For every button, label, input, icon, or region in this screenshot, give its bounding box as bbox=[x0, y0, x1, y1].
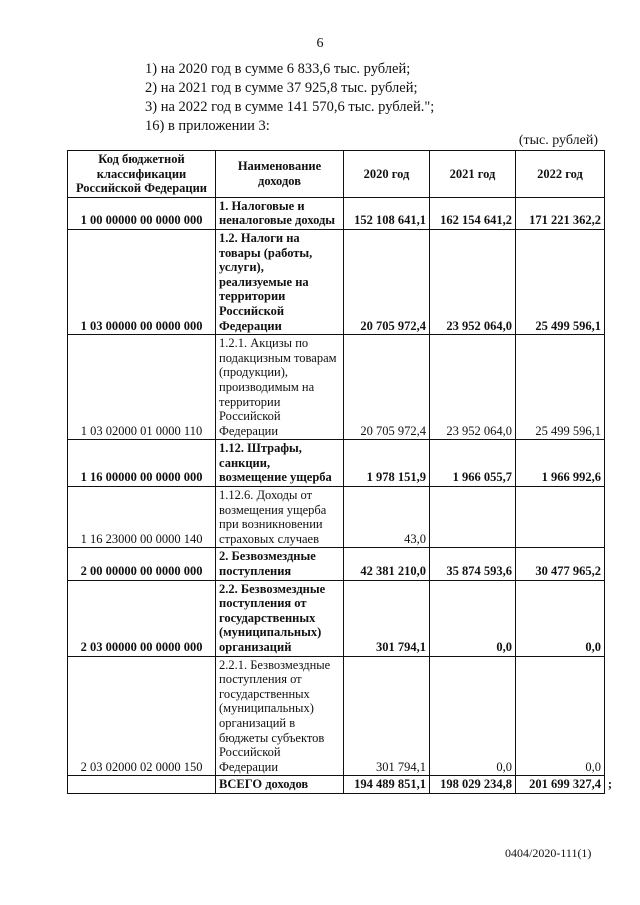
table-row bbox=[68, 656, 605, 776]
cell-y2021 bbox=[430, 487, 516, 548]
header-2021: 2021 год bbox=[430, 151, 516, 198]
cell-name: 2.2. Безвозмездные поступления от государственных (муниципальных) организаций bbox=[216, 580, 344, 656]
table-row bbox=[68, 548, 605, 580]
cell-y2021: 1 966 055,7 bbox=[430, 440, 516, 487]
header-2020: 2020 год bbox=[344, 151, 430, 198]
cell-code: 1 03 02000 01 0000 110 bbox=[68, 335, 216, 440]
cell-y2020: 42 381 210,0 bbox=[344, 548, 430, 580]
cell-y2021: 0,0 bbox=[430, 580, 516, 656]
cell-y2022 bbox=[516, 487, 605, 548]
table-row bbox=[68, 440, 605, 487]
table-row bbox=[68, 487, 605, 548]
header-code: Код бюджетной классификации Российской Федерации bbox=[68, 151, 216, 198]
cell-name: 2. Безвозмездные поступления bbox=[216, 548, 344, 580]
cell-y2020: 301 794,1 bbox=[344, 580, 430, 656]
cell-name: 1.12.6. Доходы от возмещения ущерба при возникновении страховых случаев bbox=[216, 487, 344, 548]
cell-name: 1.2.1. Акцизы по подакцизным товарам (продукции), производимым на территории Российской Федерации bbox=[216, 335, 344, 440]
cell-y2022: 0,0 bbox=[516, 580, 605, 656]
page-number: 6 bbox=[316, 36, 324, 51]
table-header-row bbox=[68, 151, 605, 198]
cell-y2022: 30 477 965,2 bbox=[516, 548, 605, 580]
total-suffix: ; bbox=[607, 777, 612, 792]
revenue-table bbox=[67, 150, 612, 794]
cell-code: 1 16 00000 00 0000 000 bbox=[68, 440, 216, 487]
cell-y2020: 1 978 151,9 bbox=[344, 440, 430, 487]
total-2020: 194 489 851,1 bbox=[344, 776, 430, 794]
cell-name: 1.2. Налоги на товары (работы, услуги), реализуемые на территории Российской Федерации bbox=[216, 229, 344, 334]
cell-name: 1. Налоговые и неналоговые доходы bbox=[216, 197, 344, 229]
intro-line: 1) на 2020 год в сумме 6 833,6 тыс. рублей; bbox=[145, 61, 411, 77]
cell-code: 1 03 00000 00 0000 000 bbox=[68, 229, 216, 334]
cell-y2020: 152 108 641,1 bbox=[344, 197, 430, 229]
table-body bbox=[68, 197, 605, 776]
cell-y2022: 171 221 362,2 bbox=[516, 197, 605, 229]
cell-y2020: 20 705 972,4 bbox=[344, 229, 430, 334]
cell-y2022: 1 966 992,6 bbox=[516, 440, 605, 487]
cell-y2022: 25 499 596,1 bbox=[516, 229, 605, 334]
cell-y2021: 23 952 064,0 bbox=[430, 229, 516, 334]
cell-code: 2 03 00000 00 0000 000 bbox=[68, 580, 216, 656]
cell-y2020: 301 794,1 bbox=[344, 656, 430, 776]
cell-code: 2 03 02000 02 0000 150 bbox=[68, 656, 216, 776]
table-row bbox=[68, 229, 605, 334]
cell-name: 2.2.1. Безвозмездные поступления от государственных (муниципальных) организаций в бюджеты субъектов Российской Федерации bbox=[216, 656, 344, 776]
units-label: (тыс. рублей) bbox=[518, 133, 598, 148]
table-row bbox=[68, 580, 605, 656]
total-2022 bbox=[516, 776, 612, 794]
intro-line: 3) на 2022 год в сумме 141 570,6 тыс. рублей."; bbox=[145, 99, 435, 115]
total-2022-value: 201 699 327,4 bbox=[529, 777, 601, 792]
cell-y2021: 162 154 641,2 bbox=[430, 197, 516, 229]
header-name: Наименование доходов bbox=[216, 151, 344, 198]
cell-code: 1 00 00000 00 0000 000 bbox=[68, 197, 216, 229]
document-code: 0404/2020-111(1) bbox=[505, 846, 592, 860]
total-label: ВСЕГО доходов bbox=[216, 776, 344, 794]
cell-y2022: 25 499 596,1 bbox=[516, 335, 605, 440]
intro-line: 2) на 2021 год в сумме 37 925,8 тыс. рублей; bbox=[145, 80, 418, 96]
cell-code: 2 00 00000 00 0000 000 bbox=[68, 548, 216, 580]
total-row bbox=[68, 776, 605, 794]
table-row bbox=[68, 197, 605, 229]
cell-y2020: 20 705 972,4 bbox=[344, 335, 430, 440]
intro-text bbox=[145, 60, 434, 136]
cell-y2021: 35 874 593,6 bbox=[430, 548, 516, 580]
total-2021: 198 029 234,8 bbox=[430, 776, 516, 794]
cell-y2022: 0,0 bbox=[516, 656, 605, 776]
header-2022: 2022 год bbox=[516, 151, 605, 198]
table-row bbox=[68, 335, 605, 440]
intro-line: 16) в приложении 3: bbox=[145, 118, 270, 134]
total-code bbox=[68, 776, 216, 794]
cell-code: 1 16 23000 00 0000 140 bbox=[68, 487, 216, 548]
cell-y2021: 0,0 bbox=[430, 656, 516, 776]
cell-y2020: 43,0 bbox=[344, 487, 430, 548]
cell-name: 1.12. Штрафы, санкции, возмещение ущерба bbox=[216, 440, 344, 487]
cell-y2021: 23 952 064,0 bbox=[430, 335, 516, 440]
